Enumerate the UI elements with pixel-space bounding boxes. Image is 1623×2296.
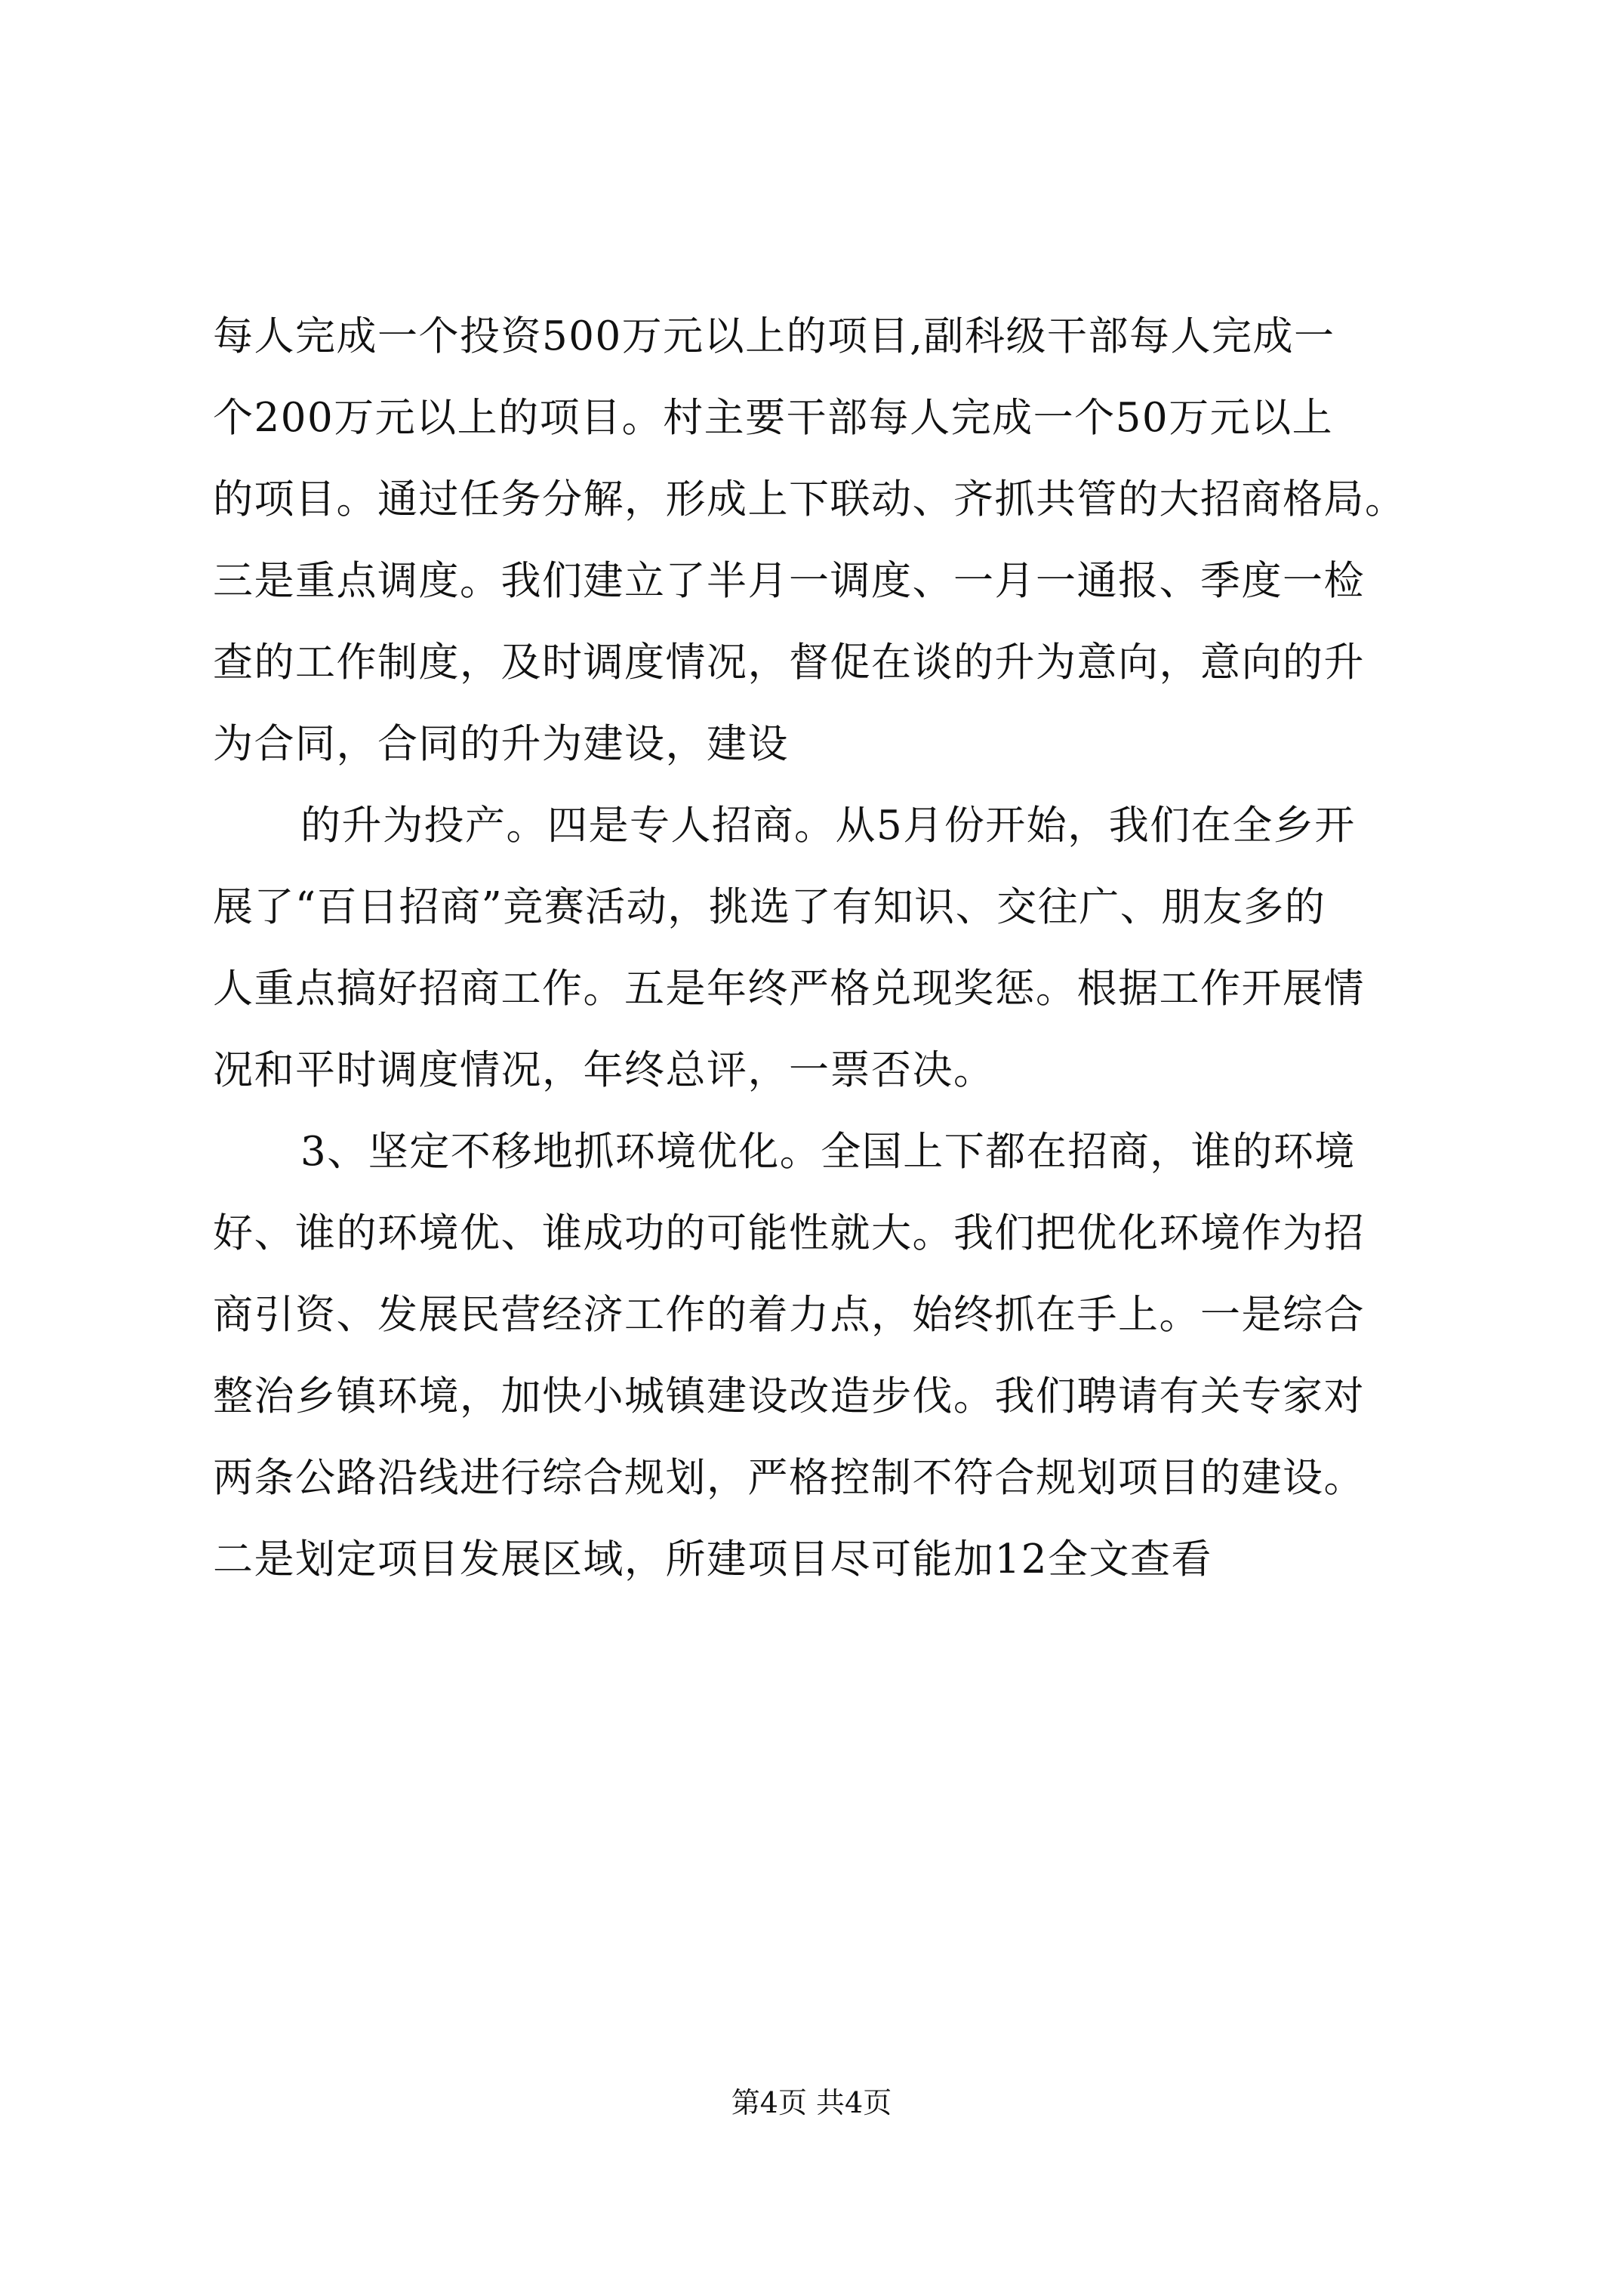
text-line: 个200万元以上的项目。村主要干部每人完成一个50万元以上 xyxy=(213,395,1334,441)
text-line: 的升为投产。四是专人招商。从5月份开始，我们在全乡开 xyxy=(300,803,1356,849)
text-line: 两条公路沿线进行综合规划，严格控制不符合规划项目的建设。 xyxy=(213,1455,1365,1501)
text-line: 人重点搞好招商工作。五是年终严格兑现奖惩。根据工作开展情 xyxy=(213,966,1365,1012)
text-line: 商引资、发展民营经济工作的着力点，始终抓在手上。一是综合 xyxy=(213,1292,1365,1338)
text-line: 3、坚定不移地抓环境优化。全国上下都在招商，谁的环境 xyxy=(300,1129,1356,1175)
text-line: 二是划定项目发展区域，所建项目尽可能加12全文查看 xyxy=(213,1536,1212,1583)
text-line: 三是重点调度。我们建立了半月一调度、一月一通报、季度一检 xyxy=(213,558,1365,604)
text-line: 查的工作制度，及时调度情况，督促在谈的升为意向，意向的升 xyxy=(213,639,1365,686)
text-line: 每人完成一个投资500万元以上的项目,副科级干部每人完成一 xyxy=(213,313,1335,359)
text-line: 况和平时调度情况，年终总评，一票否决。 xyxy=(213,1047,995,1093)
paragraph-2 xyxy=(213,785,1451,1111)
text-line: 展了“百日招商”竞赛活动，挑选了有知识、交往广、朋友多的 xyxy=(213,884,1326,930)
paragraph-3 xyxy=(213,1111,1451,1601)
document-body xyxy=(213,296,1451,1601)
text-line: 为合同，合同的升为建设，建设 xyxy=(213,721,789,767)
text-line: 的项目。通过任务分解，形成上下联动、齐抓共管的大招商格局。 xyxy=(213,476,1406,522)
text-line: 好、谁的环境优、谁成功的可能性就大。我们把优化环境作为招 xyxy=(213,1210,1365,1256)
paragraph-1 xyxy=(213,296,1451,785)
text-line: 整治乡镇环境，加快小城镇建设改造步伐。我们聘请有关专家对 xyxy=(213,1373,1365,1419)
page-number-footer: 第4页 共4页 xyxy=(731,2086,892,2119)
